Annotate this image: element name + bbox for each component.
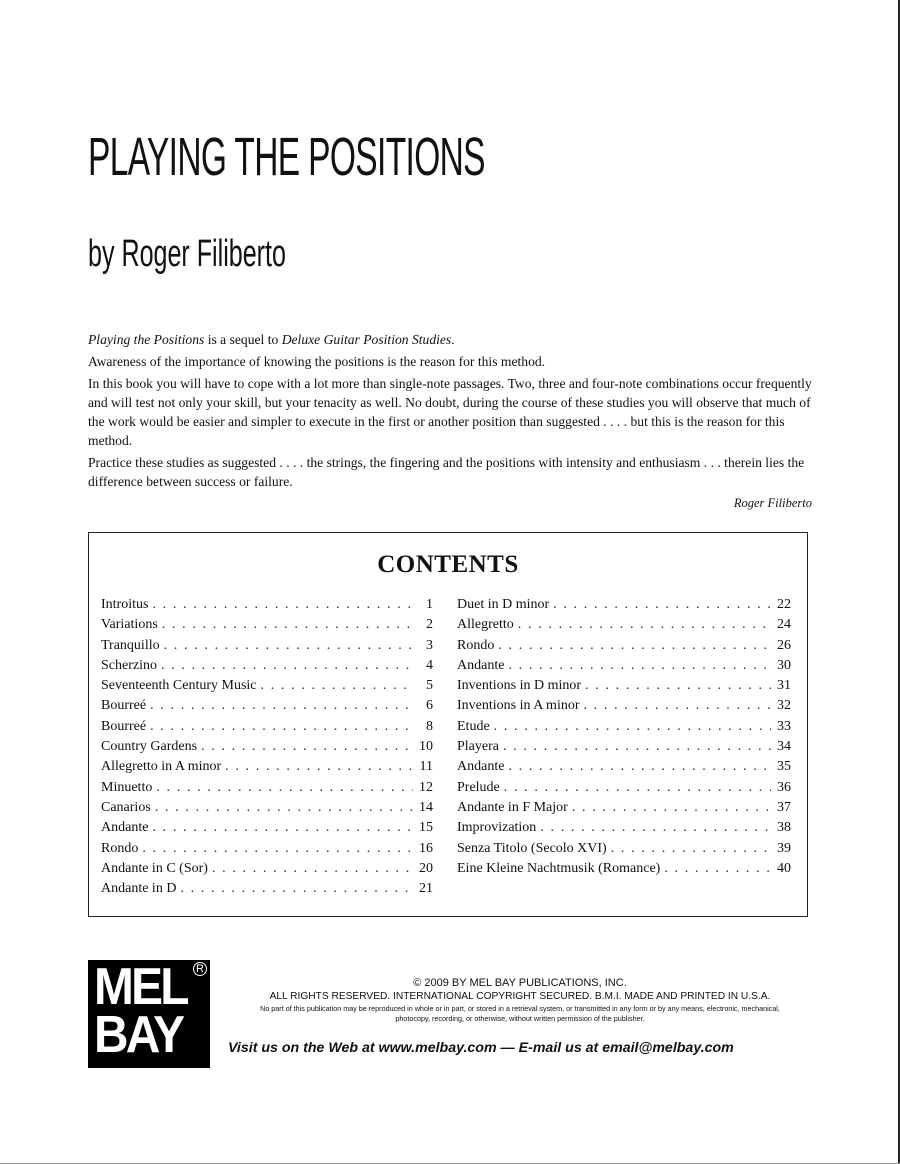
toc-entry-title: Rondo bbox=[101, 840, 139, 856]
toc-entry-page: 32 bbox=[777, 698, 791, 714]
toc-entry bbox=[457, 638, 791, 658]
book-title-italic: Playing the Positions bbox=[88, 332, 205, 347]
toc-leader-dots bbox=[572, 800, 771, 816]
toc-leader-dots bbox=[212, 861, 413, 877]
toc-leader-dots bbox=[180, 881, 413, 897]
toc-entry bbox=[457, 841, 791, 861]
toc-entry bbox=[457, 658, 791, 678]
toc-entry-page: 12 bbox=[419, 779, 433, 795]
toc-entry bbox=[457, 800, 791, 820]
copyright-block bbox=[222, 976, 818, 1024]
toc-entry-title: Tranquillo bbox=[101, 637, 160, 653]
intro-paragraph-4: Practice these studies as suggested . . . . the strings, the fingering and the positions with intensity and enthusiasm . . . therein lies the difference between success or failure. bbox=[88, 455, 805, 489]
toc-entry-page: 10 bbox=[419, 739, 433, 755]
toc-entry-title: Bourreé bbox=[101, 718, 147, 734]
toc-entry-title: Andante bbox=[457, 657, 505, 673]
toc-entry bbox=[101, 658, 433, 678]
toc-entry bbox=[457, 820, 791, 840]
toc-entry-page: 26 bbox=[777, 637, 791, 653]
reproduction-notice: No part of this publication may be reproduced in whole or in part, or stored in a retrieval system, or transmitted in any form or by any means, electronic, mechanical, photocopy, recording, or otherwise, without written permission of the publisher. bbox=[260, 1004, 780, 1023]
toc-entry-page: 21 bbox=[419, 881, 433, 897]
toc-entry-page: 11 bbox=[419, 759, 433, 775]
toc-entry bbox=[457, 759, 791, 779]
intro-text bbox=[88, 330, 812, 516]
rights-line: ALL RIGHTS RESERVED. INTERNATIONAL COPYRIGHT SECURED. B.M.I. MADE AND PRINTED IN U.S.A. bbox=[269, 991, 771, 1002]
author-byline: by Roger Filiberto bbox=[88, 233, 286, 275]
toc-right-column bbox=[457, 597, 791, 881]
toc-entry-page: 4 bbox=[426, 657, 433, 673]
intro-paragraph-1 bbox=[88, 330, 812, 349]
toc-entry bbox=[101, 820, 433, 840]
toc-entry-page: 37 bbox=[777, 799, 791, 815]
toc-entry-title: Andante in F Major bbox=[457, 799, 568, 815]
toc-leader-dots bbox=[508, 759, 771, 775]
toc-entry-page: 35 bbox=[777, 759, 791, 775]
toc-entry-page: 36 bbox=[777, 779, 791, 795]
toc-leader-dots bbox=[585, 678, 771, 694]
toc-leader-dots bbox=[150, 698, 413, 714]
toc-entry-title: Eine Kleine Nachtmusik (Romance) bbox=[457, 860, 661, 876]
toc-leader-dots bbox=[201, 739, 413, 755]
toc-entry bbox=[457, 719, 791, 739]
toc-entry bbox=[101, 597, 433, 617]
toc-entry-page: 15 bbox=[419, 820, 433, 836]
toc-leader-dots bbox=[162, 617, 413, 633]
toc-entry bbox=[101, 780, 433, 800]
toc-entry-title: Prelude bbox=[457, 779, 500, 795]
toc-entry-page: 40 bbox=[777, 860, 791, 876]
toc-entry-title: Seventeenth Century Music bbox=[101, 678, 257, 694]
toc-leader-dots bbox=[518, 617, 771, 633]
intro-p1-end: . bbox=[451, 332, 455, 347]
toc-leader-dots bbox=[494, 719, 771, 735]
toc-entry-page: 3 bbox=[426, 637, 433, 653]
toc-leader-dots bbox=[152, 820, 413, 836]
toc-entry-page: 16 bbox=[419, 840, 433, 856]
toc-entry bbox=[101, 678, 433, 698]
toc-entry-title: Inventions in D minor bbox=[457, 678, 582, 694]
toc-left-column bbox=[101, 597, 433, 901]
toc-entry bbox=[457, 617, 791, 637]
toc-entry-title: Andante bbox=[457, 759, 505, 775]
toc-entry bbox=[101, 638, 433, 658]
toc-entry bbox=[457, 739, 791, 759]
toc-leader-dots bbox=[540, 820, 771, 836]
toc-entry-title: Scherzino bbox=[101, 657, 157, 673]
toc-entry-title: Duet in D minor bbox=[457, 597, 550, 612]
toc-leader-dots bbox=[584, 698, 772, 714]
toc-leader-dots bbox=[553, 597, 771, 613]
toc-entry-page: 38 bbox=[777, 820, 791, 836]
toc-entry bbox=[101, 841, 433, 861]
page-title: PLAYING THE POSITIONS bbox=[88, 127, 485, 187]
toc-entry-page: 39 bbox=[777, 840, 791, 856]
toc-entry-page: 2 bbox=[426, 617, 433, 633]
toc-entry-page: 6 bbox=[426, 698, 433, 714]
intro-paragraph-3: In this book you will have to cope with a lot more than single-note passages. Two, three and four-note combinations occur frequently and will test not only your skill, but your tenacity as well. No doubt, during the course of these studies you will observe that much of the work would be easier and simpler to execute in the first or another position than suggested . . . . but this is the reason for this method. bbox=[88, 376, 812, 448]
toc-leader-dots bbox=[164, 638, 413, 654]
toc-entry-title: Allegretto bbox=[457, 617, 514, 633]
toc-entry-title: Etude bbox=[457, 718, 490, 734]
toc-entry-page: 33 bbox=[777, 718, 791, 734]
toc-entry-title: Andante in D bbox=[101, 881, 177, 897]
toc-entry-page: 22 bbox=[777, 597, 791, 612]
toc-entry-page: 1 bbox=[426, 597, 433, 612]
toc-entry-title: Inventions in A minor bbox=[457, 698, 580, 714]
toc-entry-title: Canarios bbox=[101, 799, 151, 815]
toc-entry-page: 24 bbox=[777, 617, 791, 633]
mel-bay-logo bbox=[88, 960, 210, 1068]
toc-leader-dots bbox=[161, 658, 413, 674]
toc-entry-page: 31 bbox=[777, 678, 791, 694]
signature: Roger Filiberto bbox=[733, 496, 812, 510]
copyright-line: © 2009 BY MEL BAY PUBLICATIONS, INC. bbox=[413, 977, 627, 989]
toc-entry-title: Improvization bbox=[457, 820, 537, 836]
toc-entry bbox=[101, 861, 433, 881]
toc-entry-page: 14 bbox=[419, 799, 433, 815]
toc-entry bbox=[101, 698, 433, 718]
sequel-title-italic: Deluxe Guitar Position Studies bbox=[281, 332, 452, 347]
contents-box bbox=[88, 532, 808, 917]
logo-text-bottom: BAY bbox=[94, 1006, 183, 1064]
registered-mark-icon: R bbox=[193, 962, 207, 976]
toc-entry bbox=[101, 617, 433, 637]
toc-leader-dots bbox=[225, 759, 413, 775]
toc-leader-dots bbox=[508, 658, 771, 674]
toc-leader-dots bbox=[504, 780, 771, 796]
toc-entry-title: Andante bbox=[101, 820, 149, 836]
intro-p1-text: is a sequel to bbox=[204, 332, 282, 347]
toc-entry-title: Variations bbox=[101, 617, 158, 633]
toc-leader-dots bbox=[150, 719, 413, 735]
toc-leader-dots bbox=[611, 841, 771, 857]
toc-entry-title: Minuetto bbox=[101, 779, 153, 795]
toc-entry-page: 5 bbox=[426, 678, 433, 694]
toc-entry-title: Senza Titolo (Secolo XVI) bbox=[457, 840, 607, 856]
toc-leader-dots bbox=[664, 861, 771, 877]
toc-entry-title: Andante in C (Sor) bbox=[101, 860, 208, 876]
toc-entry bbox=[457, 597, 791, 617]
intro-paragraph-2: Awareness of the importance of knowing the positions is the reason for this method. bbox=[88, 354, 546, 369]
toc-entry-title: Bourreé bbox=[101, 698, 147, 714]
toc-leader-dots bbox=[156, 780, 413, 796]
logo-text-top: MEL bbox=[94, 960, 187, 1016]
toc-leader-dots bbox=[155, 800, 413, 816]
toc-entry bbox=[101, 800, 433, 820]
toc-entry-page: 30 bbox=[777, 657, 791, 673]
toc-leader-dots bbox=[142, 841, 413, 857]
toc-entry-title: Allegretto in A minor bbox=[101, 759, 222, 775]
toc-entry bbox=[457, 698, 791, 718]
toc-entry-page: 20 bbox=[419, 860, 433, 876]
toc-leader-dots bbox=[261, 678, 413, 694]
toc-leader-dots bbox=[152, 597, 413, 613]
toc-entry bbox=[457, 780, 791, 800]
contents-heading: CONTENTS bbox=[377, 551, 519, 578]
toc-entry bbox=[101, 719, 433, 739]
toc-entry-page: 34 bbox=[777, 739, 791, 755]
toc-entry bbox=[101, 739, 433, 759]
toc-entry-title: Rondo bbox=[457, 637, 495, 653]
web-contact-line: Visit us on the Web at www.melbay.com — E-mail us at email@melbay.com bbox=[228, 1040, 734, 1056]
toc-leader-dots bbox=[503, 739, 771, 755]
toc-entry-title: Country Gardens bbox=[101, 739, 198, 755]
toc-entry bbox=[101, 759, 433, 779]
toc-entry-title: Playera bbox=[457, 739, 499, 755]
toc-entry bbox=[101, 881, 433, 901]
toc-entry-title: Introitus bbox=[101, 597, 149, 612]
toc-entry-page: 8 bbox=[426, 718, 433, 734]
toc-entry bbox=[457, 861, 791, 881]
toc-leader-dots bbox=[498, 638, 771, 654]
toc-entry bbox=[457, 678, 791, 698]
